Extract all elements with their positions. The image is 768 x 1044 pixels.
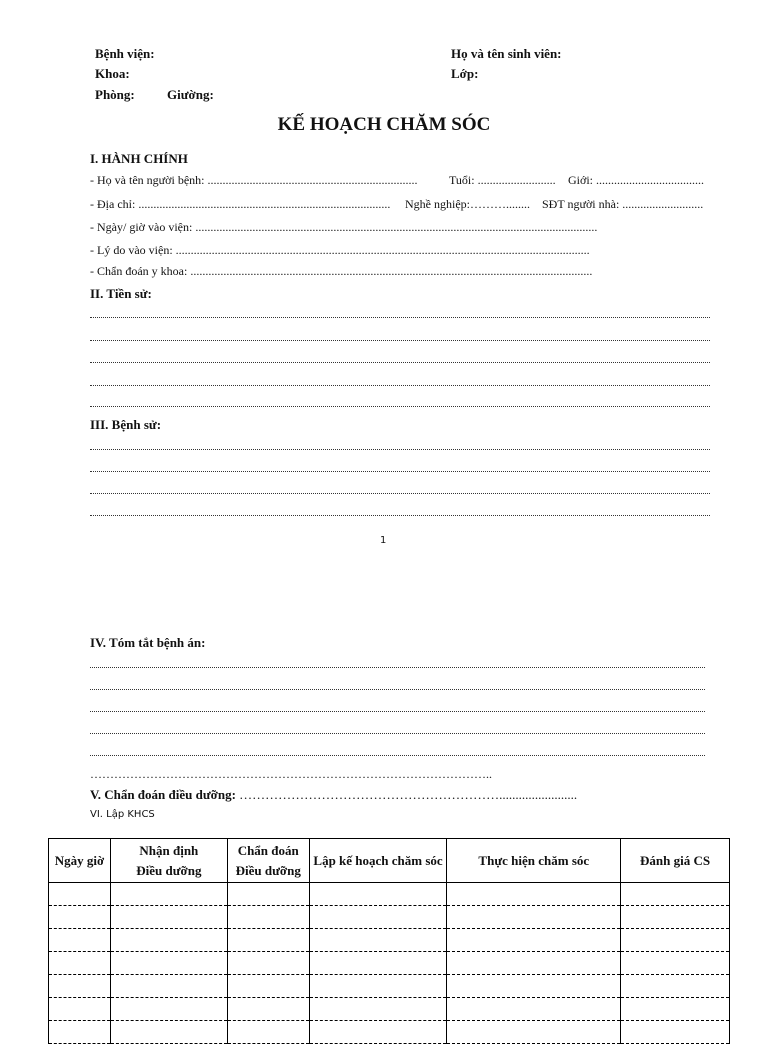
history-line[interactable] [90, 340, 710, 341]
table-row [49, 952, 730, 975]
nursing-diagnosis-dots[interactable]: ……………………………………………………........................ [239, 787, 578, 802]
illness-history-line[interactable] [90, 471, 710, 472]
history-line[interactable] [90, 362, 710, 363]
summary-last-line[interactable]: ……………………………………………………………………………………….. [90, 767, 492, 781]
table-cell[interactable] [227, 929, 309, 952]
table-cell[interactable] [110, 998, 227, 1021]
summary-line[interactable] [90, 755, 705, 756]
table-cell[interactable] [49, 929, 111, 952]
summary-line[interactable] [90, 711, 705, 712]
table-cell[interactable] [621, 975, 730, 998]
table-cell[interactable] [621, 998, 730, 1021]
address-field[interactable]: - Địa chỉ: .................................................................................... [90, 197, 391, 211]
table-cell[interactable] [447, 998, 621, 1021]
bed-label: Giường: [167, 87, 214, 102]
relative-phone-field[interactable]: SĐT người nhà: ........................... [542, 197, 704, 211]
table-row [49, 883, 730, 906]
col-header-diagnosis-line2: Điều dưỡng [235, 862, 301, 878]
summary-line[interactable] [90, 689, 705, 690]
col-header-datetime: Ngày giờ [49, 839, 111, 883]
section-5-heading: V. Chẩn đoán điều dưỡng: [90, 787, 236, 802]
class-label: Lớp: [451, 66, 479, 81]
table-cell[interactable] [621, 929, 730, 952]
table-row [49, 929, 730, 952]
nursing-diagnosis-row[interactable] [90, 787, 712, 803]
table-cell[interactable] [309, 883, 447, 906]
table-row [49, 906, 730, 929]
section-3-heading: III. Bệnh sử: [90, 417, 162, 432]
table-cell[interactable] [227, 883, 309, 906]
col-header-assessment [110, 839, 227, 883]
section-4-heading: IV. Tóm tắt bệnh án: [90, 635, 206, 650]
table-cell[interactable] [49, 906, 111, 929]
table-cell[interactable] [227, 975, 309, 998]
admission-reason-field[interactable]: - Lý do vào viện: .......................................................................................................................................... [90, 243, 590, 257]
table-cell[interactable] [447, 929, 621, 952]
table-cell[interactable] [49, 952, 111, 975]
illness-history-line[interactable] [90, 493, 710, 494]
table-cell[interactable] [49, 883, 111, 906]
admission-time-field[interactable]: - Ngày/ giờ vào viện: ...................................................................................................................................... [90, 220, 598, 234]
medical-diagnosis-field[interactable]: - Chẩn đoán y khoa: ...................................................................................................................................... [90, 264, 593, 278]
table-cell[interactable] [110, 906, 227, 929]
page-number: 1 [380, 535, 387, 546]
table-cell[interactable] [309, 975, 447, 998]
page-title: KẾ HOẠCH CHĂM SÓC [277, 114, 491, 135]
table-cell[interactable] [110, 929, 227, 952]
table-cell[interactable] [447, 975, 621, 998]
table-cell[interactable] [227, 998, 309, 1021]
illness-history-line[interactable] [90, 449, 710, 450]
history-line[interactable] [90, 385, 710, 386]
student-name-label: Họ và tên sinh viên: [451, 46, 562, 61]
table-cell[interactable] [447, 883, 621, 906]
table-cell[interactable] [621, 906, 730, 929]
table-row [49, 998, 730, 1021]
table-cell[interactable] [227, 952, 309, 975]
illness-history-line[interactable] [90, 515, 710, 516]
section-6-heading: VI. Lập KHCS [90, 809, 155, 820]
section-2-heading: II. Tiền sử: [90, 286, 152, 301]
table-cell[interactable] [447, 952, 621, 975]
table-cell[interactable] [309, 998, 447, 1021]
occupation-field[interactable]: Nghề nghiệp:………........ [405, 197, 530, 211]
table-cell[interactable] [621, 883, 730, 906]
age-field[interactable]: Tuổi: .......................... [449, 173, 556, 187]
room-label: Phòng: [95, 87, 135, 102]
table-cell[interactable] [621, 952, 730, 975]
patient-name-field[interactable]: - Họ và tên người bệnh: ...................................................................... [90, 173, 418, 187]
col-header-implementation: Thực hiện chăm sóc [447, 839, 621, 883]
table-cell[interactable] [49, 998, 111, 1021]
section-1-heading: I. HÀNH CHÍNH [90, 151, 188, 166]
care-plan-table [48, 838, 730, 1044]
summary-line[interactable] [90, 733, 705, 734]
history-line[interactable] [90, 406, 710, 407]
table-cell[interactable] [309, 952, 447, 975]
history-line[interactable] [90, 317, 710, 318]
col-header-diagnosis [227, 839, 309, 883]
table-cell[interactable] [110, 952, 227, 975]
col-header-planning: Lập kế hoạch chăm sóc [309, 839, 447, 883]
gender-field[interactable]: Giới: .................................... [568, 173, 705, 187]
table-cell[interactable] [309, 906, 447, 929]
department-label: Khoa: [95, 66, 130, 81]
col-header-evaluation: Đánh giá CS [621, 839, 730, 883]
table-cell[interactable] [49, 975, 111, 998]
table-cell[interactable] [110, 883, 227, 906]
col-header-assessment-line2: Điều dưỡng [136, 862, 202, 878]
summary-line[interactable] [90, 667, 705, 668]
table-row [49, 975, 730, 998]
table-cell[interactable] [110, 975, 227, 998]
table-cell[interactable] [447, 906, 621, 929]
table-cell[interactable] [309, 929, 447, 952]
hospital-label: Bệnh viện: [95, 46, 155, 61]
col-header-diagnosis-line1: Chẩn đoán [237, 842, 299, 858]
col-header-assessment-line1: Nhận định [139, 842, 199, 858]
table-cell[interactable] [227, 906, 309, 929]
